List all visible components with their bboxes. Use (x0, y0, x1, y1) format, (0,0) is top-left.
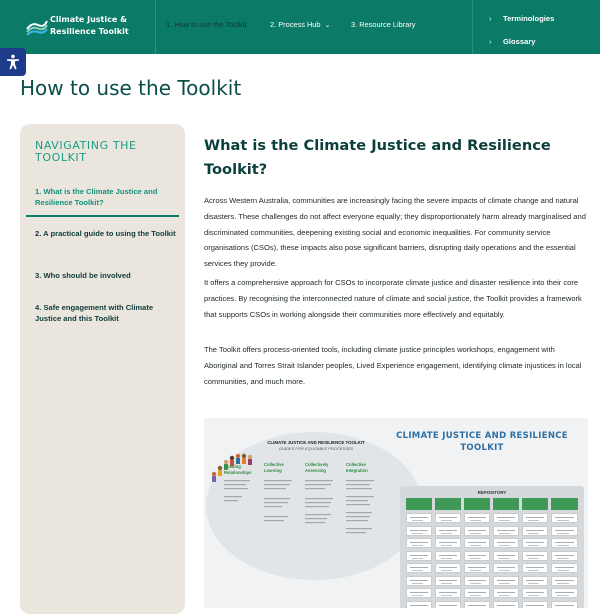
nav-divider (155, 0, 156, 54)
wave-logo-icon (26, 16, 48, 36)
repository-cell (551, 538, 578, 548)
column-heading: Building Relationships (224, 464, 252, 475)
brand-line-2: Resilience Toolkit (50, 27, 129, 36)
repository-cell (435, 601, 461, 609)
repository-cell (406, 588, 432, 598)
repository-cell (435, 513, 461, 523)
repository-cell (406, 538, 432, 548)
repository-cell (493, 601, 519, 609)
oval-subtitle: GUIDES FOR EQUITABLE PROCESSES (278, 446, 354, 451)
repository-cell (435, 588, 461, 598)
repository-cell (406, 601, 432, 609)
top-navigation-bar (0, 0, 600, 54)
repository-cell (406, 551, 432, 561)
repository-column-header (435, 498, 461, 510)
chevron-right-icon: › (489, 14, 492, 23)
repository-cell (551, 513, 578, 523)
repository-cell (464, 601, 490, 609)
repository-column-header (406, 498, 432, 510)
nav-resource-library[interactable] (351, 18, 416, 32)
accessibility-icon (5, 54, 21, 70)
sidebar-item-practical-guide[interactable]: 2. A practical guide to using the Toolkit (35, 229, 176, 238)
brand-line-1: Climate Justice & (50, 15, 128, 24)
repository-cell (435, 563, 461, 573)
intro-paragraph: Across Western Australia, communities are increasingly facing the severe impacts of climate change and natural disasters. These challenges do not affect everyone equally; they disproportionately harm already marginalised and discriminated communities, deepening existing social and economic inequalities. For community service organisations (CSOs), these impacts also pose significant barriers, disrupting daily operations and the essential services they provide. (204, 196, 586, 269)
column-heading: Collective Integration (346, 462, 368, 473)
tools-paragraph: The Toolkit offers process-oriented tools, including climate justice principles workshops, engagement with Aboriginal and Torres Strait Islander peoples, Lived Experience engagement, identifying climate injustices in local communities, and much more. (204, 345, 582, 386)
glossary-link[interactable] (489, 35, 536, 49)
repository-cell (435, 576, 461, 586)
page-title: How to use the Toolkit (20, 76, 242, 100)
active-item-underline (26, 215, 179, 217)
nav-label: 3. Resource Library (351, 20, 416, 29)
brand-logo-link[interactable] (26, 12, 146, 42)
accessibility-button[interactable] (0, 48, 26, 76)
repository-cell (406, 576, 432, 586)
chevron-down-icon: ⌄ (324, 22, 331, 29)
repository-cell (522, 551, 548, 561)
sidebar-heading: NAVIGATING THE TOOLKIT (35, 139, 137, 164)
repository-column-header (464, 498, 490, 510)
repository-cell (493, 526, 519, 536)
repository-cell (464, 576, 490, 586)
repository-cell (551, 563, 578, 573)
repository-cell (493, 551, 519, 561)
nav-process-hub[interactable] (270, 18, 330, 32)
repository-cell (464, 588, 490, 598)
column-heading: Collectively Assessing (305, 462, 329, 473)
brand-name (50, 14, 129, 38)
repository-cell (551, 526, 578, 536)
repository-cell (464, 563, 490, 573)
sidebar-item-safe-engagement[interactable]: 4. Safe engagement with Climate Justice and this Toolkit (35, 303, 154, 323)
repository-cell (522, 538, 548, 548)
oval-title: CLIMATE JUSTICE AND RESILIENCE TOOLKIT (267, 440, 365, 445)
chevron-right-icon: › (489, 37, 492, 46)
repository-cell (435, 526, 461, 536)
repository-cell (493, 576, 519, 586)
repository-cell (522, 576, 548, 586)
repository-column-header (493, 498, 519, 510)
toolkit-sidebar (20, 124, 185, 614)
nav-label: 1. How to use the Toolkit (166, 20, 247, 29)
sidebar-item-what-is[interactable]: 1. What is the Climate Justice and Resilience Toolkit? (35, 187, 158, 207)
repository-cell (522, 526, 548, 536)
repository-column-header (551, 498, 578, 510)
repository-cell (464, 538, 490, 548)
column-heading: Collective Learning (264, 462, 284, 473)
repository-cell (406, 526, 432, 536)
nav-label: 2. Process Hub (270, 20, 321, 29)
repository-cell (522, 588, 548, 598)
repository-cell (435, 538, 461, 548)
infographic-title: CLIMATE JUSTICE AND RESILIENCE TOOLKIT (396, 431, 568, 453)
repository-cell (522, 563, 548, 573)
repository-column-header (522, 498, 548, 510)
repository-cell (522, 601, 548, 609)
nav-how-to-use[interactable] (166, 18, 246, 32)
repository-cell (406, 563, 432, 573)
repository-cell (493, 588, 519, 598)
repository-cell (435, 551, 461, 561)
repository-cell (493, 563, 519, 573)
repository-title: REPOSITORY (477, 490, 507, 495)
guide-text-lines (222, 478, 392, 548)
toolkit-infographic (204, 418, 588, 608)
terminologies-label: Terminologies (503, 14, 555, 23)
repository-cell (464, 526, 490, 536)
repository-cell (464, 513, 490, 523)
repository-cell (522, 513, 548, 523)
repository-table (400, 486, 584, 608)
section-heading: What is the Climate Justice and Resilience Toolkit? (204, 137, 551, 178)
repository-cell (493, 513, 519, 523)
repository-cell (493, 538, 519, 548)
sidebar-item-who-involved[interactable]: 3. Who should be involved (35, 271, 131, 280)
approach-paragraph: It offers a comprehensive approach for CSOs to incorporate climate justice and disaster resilience into their core practices. By recognising the interconnected nature of climate and social justice, the Toolkit provides a framework that supports CSOs in working alongside their communities more effectively and equitably. (204, 278, 582, 319)
repository-cell (464, 551, 490, 561)
glossary-label: Glossary (503, 37, 536, 46)
repository-cell (551, 588, 578, 598)
repository-cell (551, 601, 578, 609)
repository-cell (551, 551, 578, 561)
nav-divider (472, 0, 473, 54)
terminologies-link[interactable] (489, 12, 554, 26)
repository-cell (406, 513, 432, 523)
repository-cell (551, 576, 578, 586)
